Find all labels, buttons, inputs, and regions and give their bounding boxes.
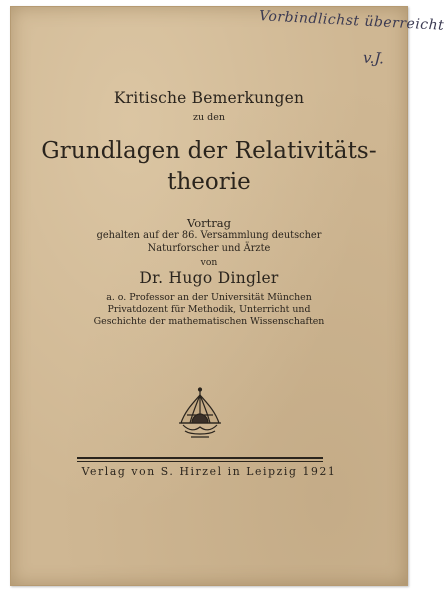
handwritten-dedication: Vorbindlichst überreicht [258,8,445,34]
title-line-2: zu den [193,112,225,123]
author-role-3: Geschichte der mathematischen Wissenschaften [93,316,325,327]
author-name: Dr. Hugo Dingler [139,269,279,287]
subtitle-line-3: Naturforscher und Ärzte [147,243,271,254]
divider-thin [77,461,323,462]
publisher-tent-emblem-icon [175,387,225,443]
subtitle-vortrag: Vortrag [186,216,231,230]
title-line-1: Kritische Bemerkungen [113,89,305,107]
divider-thick [77,457,323,459]
title-line-4: theorie [167,169,251,195]
handwritten-initials: v.J. [362,48,385,68]
publisher-line: Verlag von S. Hirzel in Leipzig 1921 [81,465,337,478]
title-line-3: Grundlagen der Relativitäts- [41,138,377,164]
author-role-1: a. o. Professor an der Universität München [106,292,312,303]
subtitle-line-2: gehalten auf der 86. Versammlung deutscher [96,230,322,241]
author-role-2: Privatdozent für Methodik, Unterricht und [107,304,311,315]
book-cover-page [10,6,445,586]
subtitle-von: von [200,257,218,268]
